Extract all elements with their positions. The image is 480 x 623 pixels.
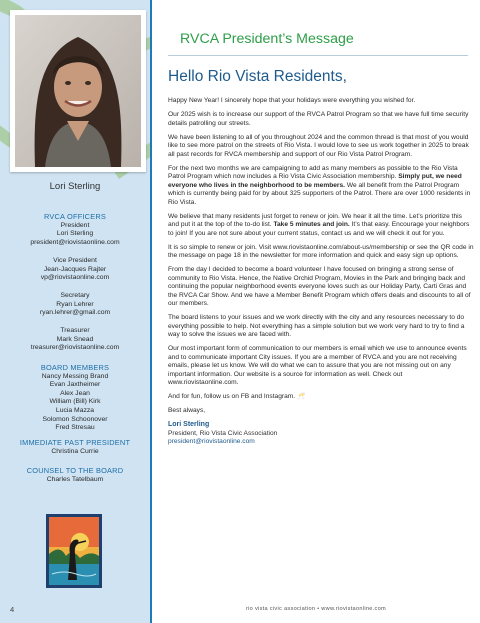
board-member: Solomon Schoonover — [42, 415, 108, 423]
officers-heading: RVCA OFFICERS — [43, 212, 106, 221]
board-heading: BOARD MEMBERS — [40, 363, 110, 372]
president-photo — [15, 15, 141, 167]
counsel-section — [0, 467, 150, 484]
letter-paragraph: We have been listening to all of you throughout 2024 and the common thread is that most of you would like to see more patrol on the streets of Rio Vista. I would love to see us work together in 2025 to break all past records for RVCA membership and support of our Rio Vista Patrol Program. — [168, 133, 469, 158]
officer-name: Lori Sterling — [56, 230, 94, 238]
board-member: Nancy Messing Brand — [41, 372, 109, 380]
signature-email[interactable]: president@riovistaonline.com — [168, 438, 255, 445]
letter-paragraph — [168, 165, 474, 208]
officer-name: Ryan Lehrer — [56, 300, 94, 308]
officers-section — [0, 213, 150, 247]
portrait-image — [15, 15, 141, 167]
paragraph-text: We believe that many residents just forget to renew or join. We hear it all the time. Let’s prioritize this and put it at the top of the to-do list. — [168, 212, 462, 228]
officer-name: Jean-Jacques Rajter — [43, 265, 107, 273]
page-number: 4 — [10, 605, 15, 614]
signature-name: Lori Sterling — [168, 421, 210, 428]
officer-role: Secretary — [60, 292, 90, 299]
officer-role: Vice President — [53, 257, 97, 264]
emphasis-text: Simply put, we need everyone who lives in the neighborhood to be members. — [168, 173, 462, 189]
title-divider — [168, 55, 468, 56]
officer-role: President — [60, 221, 90, 229]
officer-email[interactable]: ryan.lehrer@gmail.com — [39, 309, 111, 317]
past-president-section — [0, 439, 150, 456]
letter-body — [168, 97, 474, 447]
officer-block — [0, 327, 150, 353]
president-photo-frame — [10, 10, 146, 172]
letter-paragraph: Happy New Year! I sincerely hope that your holidays were everything you wished for. — [168, 97, 416, 104]
sidebar-divider — [150, 0, 152, 623]
officer-email[interactable]: vp@riovistaonline.com — [40, 274, 110, 282]
letter-paragraph: The board listens to your issues and we work directly with the city and any resources necessary to do everything possible to help. Not everything has a simple solution but we work very hard to try to find a way to solve the issues we are faced with. — [168, 314, 465, 338]
page-footer: rio vista civic association • www.riovistaonline.com — [245, 606, 387, 612]
photo-caption: Lori Sterling — [49, 181, 101, 192]
officer-block — [0, 257, 150, 283]
heron-logo-icon — [46, 514, 102, 588]
letter-paragraph: Our most important form of communication to our members is email which we use to announce events and to communicate important City issues. If you are a member of RVCA and you are not receiving emails, please let us know. We will do what we can to assure that you are not missing out on any important information. Our website is a source for information as well. Check out www.riovistaonline.com. — [168, 345, 467, 386]
sidebar — [0, 0, 152, 623]
officer-name: Mark Snead — [56, 335, 94, 343]
letter-paragraph — [168, 213, 474, 239]
board-member: Alex Jean — [60, 389, 90, 397]
letter-paragraph: And for fun, follow us on FB and Instagram. 🥂 — [168, 393, 306, 400]
officer-role: Treasurer — [60, 327, 90, 334]
paragraph-text: We all benefit from the Patrol Program which is currently being paid for by about 325 supporters of the Patrol. There are over 1000 residents in Rio Vista. — [168, 181, 471, 206]
officer-email[interactable]: treasurer@riovistaonline.com — [30, 344, 120, 352]
counsel-heading: COUNSEL TO THE BOARD — [26, 466, 124, 475]
board-member: Evan Jaxtheimer — [49, 381, 101, 389]
board-member: Fred Stresau — [55, 424, 95, 432]
board-section — [0, 364, 150, 433]
letter-greeting: Hello Rio Vista Residents, — [168, 68, 347, 85]
officer-email[interactable]: president@riovistaonline.com — [30, 238, 120, 246]
board-member: Lucia Mazza — [55, 406, 95, 414]
emphasis-text: Take 5 minutes and join. — [273, 221, 350, 228]
officer-block — [0, 292, 150, 318]
letter-paragraph: It is so simple to renew or join. Visit www.riovistaonline.com/about-us/membership or see the QR code in the message on page 18 in the newsletter for more information and quick and easy sign up options. — [168, 243, 474, 259]
signature-title: President, Rio Vista Civic Association — [168, 429, 278, 437]
letter-paragraph: From the day I decided to become a board volunteer I have focused on bringing a strong sense of community to Rio Vista. Hence, the Native Orchid Program, Movies in the Park and bringing back and continuing the popular neighborhood events everyone loves such as our Holiday Party, Carti Gras and the RVCA Car Show. And we have a Member Benefit Program which offers deals and discounts to all of our members. — [168, 266, 471, 307]
paragraph-text: It’s that easy. Encourage your neighbors to join! If you are not sure about your current status, contact us and we will check it out for you. — [168, 221, 470, 237]
page-title: RVCA President’s Message — [180, 31, 354, 47]
past-president-name: Christina Currie — [51, 447, 99, 455]
counsel-name: Charles Tatelbaum — [46, 475, 104, 483]
paragraph-text: For the next two months we are campaigning to add as many members as possible to the Rio Vista Patrol Program which now includes a Rio Vista Civic Association membership. — [168, 164, 458, 180]
letter-paragraph: Our 2025 wish is to increase our support of the RVCA Patrol Program so that we have full time security details patrolling our streets. — [168, 111, 469, 127]
board-member: William (Bill) Kirk — [49, 398, 101, 406]
past-president-heading: IMMEDIATE PAST PRESIDENT — [19, 438, 131, 447]
letter-closing: Best always, — [168, 407, 206, 414]
